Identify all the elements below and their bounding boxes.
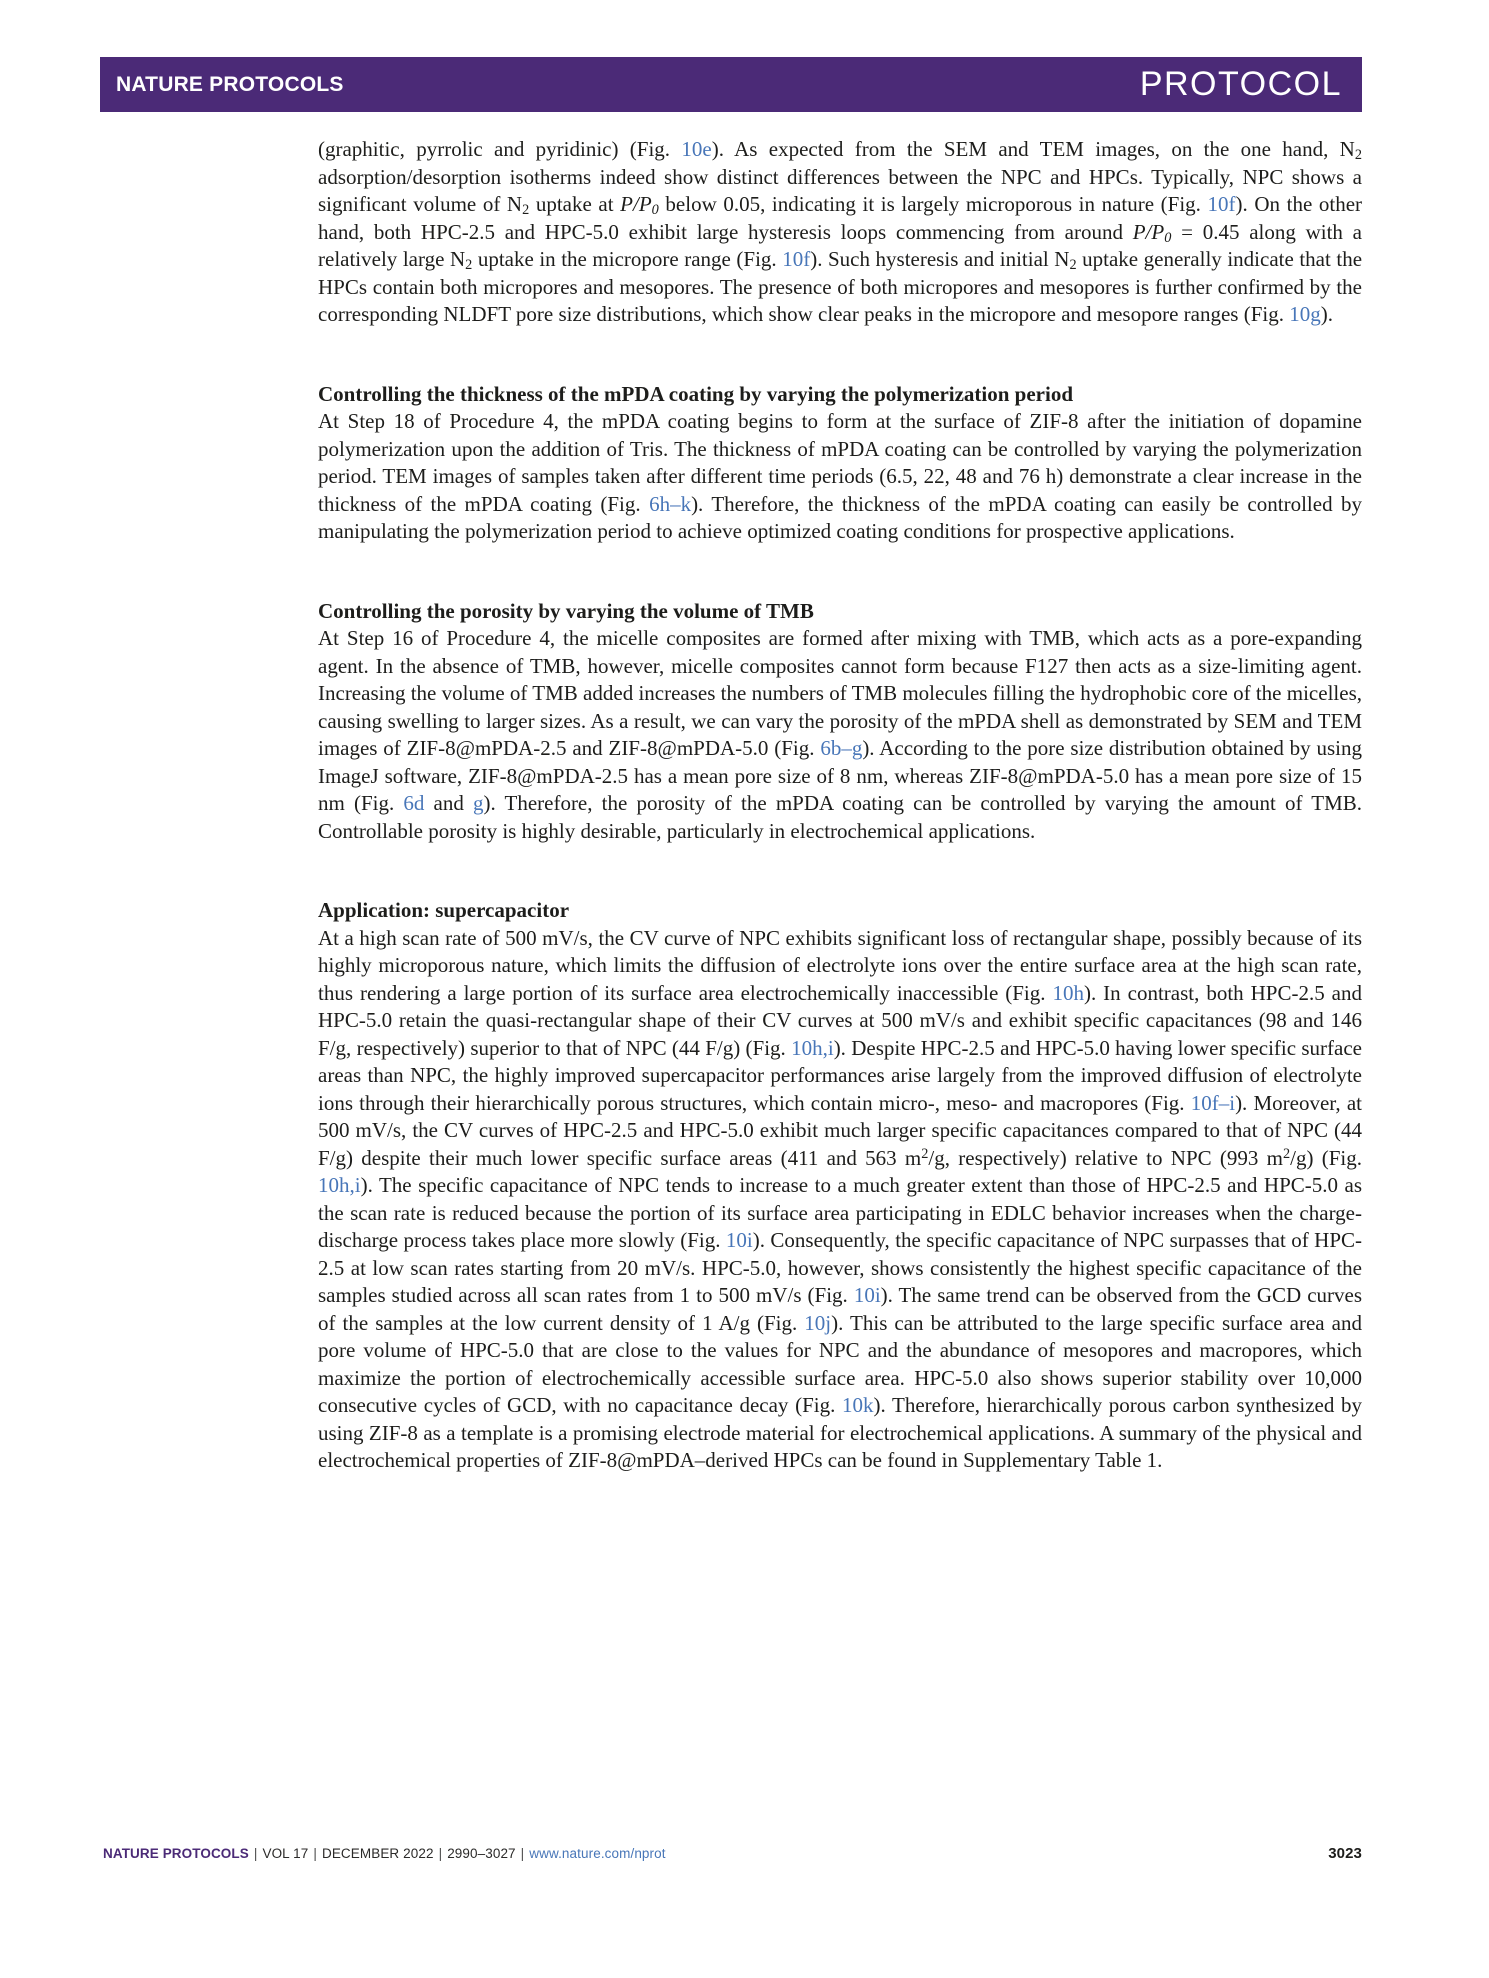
text-segment: ). Therefore, hierarchically porous carbon synthesized by using ZIF-8 as a template is a promising electrode material for electrochemical applications. A summary of the physical and electrochemical properties of ZIF-8@mPDA–derived HPCs can be found in Supplementary Table 1. xyxy=(318,1393,1362,1472)
figure-link[interactable]: 10g xyxy=(1289,302,1321,326)
figure-link[interactable]: 10i xyxy=(853,1283,881,1307)
text-segment: and xyxy=(424,791,473,815)
text-segment: ). Therefore, the porosity of the mPDA coating can be controlled by varying the amount of TMB. Controllable porosity is highly desirable, particularly in electrochemical applications. xyxy=(318,791,1362,843)
footer-journal-name: NATURE PROTOCOLS xyxy=(103,1846,249,1861)
text-segment: ). Consequently, the specific capacitance of NPC surpasses that of HPC-2.5 at low scan rates starting from 20 mV/s. HPC-5.0, however, shows consistently the highest specific capacitance of the samples studied across all scan rates from 1 to 500 mV/s (Fig. xyxy=(318,1228,1362,1307)
article-body xyxy=(318,136,1362,1475)
figure-link[interactable]: 10h xyxy=(1052,980,1084,1005)
section-mpda-thickness xyxy=(318,381,1362,546)
figure-link[interactable]: 6b–g xyxy=(820,736,863,760)
footer-volume: VOL 17 xyxy=(262,1846,309,1861)
paragraph xyxy=(318,925,1362,1475)
text-segment: ). Therefore, the thickness of the mPDA coating can easily be controlled by manipulating the polymerization period to achieve optimized coating conditions for prospective applications. xyxy=(318,491,1362,543)
text-segment: P/P xyxy=(1132,219,1165,244)
section-porosity-tmb xyxy=(318,598,1362,846)
section-heading: Controlling the thickness of the mPDA coating by varying the polymerization period xyxy=(318,381,1074,406)
figure-link[interactable]: 10i xyxy=(725,1228,753,1252)
text-segment: ). xyxy=(1320,302,1333,326)
journal-header-banner xyxy=(100,57,1362,112)
text-segment: ). In contrast, both HPC-2.5 and HPC-5.0 retain the quasi-rectangular shape of their CV curves at 500 mV/s and exhibit specific capacitances (98 and 146 F/g, respectively) superior to that of NPC (44 F/g) (Fig. xyxy=(318,980,1362,1060)
text-segment: 2 xyxy=(1354,147,1362,164)
section-application-supercapacitor xyxy=(318,897,1362,1475)
text-segment: ). The same trend can be observed from the GCD curves of the samples at the low current density of 1 A/g (Fig. xyxy=(318,1283,1362,1335)
text-segment: uptake generally indicate that the HPCs contain both micropores and mesopores. The presence of both micropores and mesopores is further confirmed by the corresponding NLDFT pore size distributions, which show clear peaks in the micropore and mesopore ranges (Fig. xyxy=(318,247,1363,326)
text-segment: 0 xyxy=(1164,229,1172,246)
text-segment: (graphitic, pyrrolic and pyridinic) (Fig. xyxy=(318,137,682,161)
text-segment: P/P xyxy=(620,192,652,216)
footer-separator: | xyxy=(520,1846,525,1861)
text-segment: ). Such hysteresis and initial N xyxy=(810,247,1070,271)
text-segment: ). According to the pore size distribution obtained by using ImageJ software, ZIF-8@mPDA-2.5 has a mean pore size of 8 nm, whereas ZIF-8@mPDA-5.0 has a mean pore size of 15 nm (Fig. xyxy=(318,736,1362,815)
journal-name: NATURE PROTOCOLS xyxy=(116,72,344,96)
text-segment: At a high scan rate of 500 mV/s, the CV curve of NPC exhibits significant loss of rectangular shape, possibly because of its highly microporous nature, which limits the diffusion of electrolyte ions over the entire surface area at the high scan rate, thus rendering a large portion of its surface area electrochemically inaccessible (Fig. xyxy=(318,925,1362,1005)
page-number: 3023 xyxy=(1328,1845,1362,1862)
figure-link[interactable]: 6h–k xyxy=(649,491,692,516)
paragraph xyxy=(318,136,1362,329)
text-segment: 0 xyxy=(651,202,659,219)
paragraph xyxy=(318,408,1362,546)
text-segment: ). As expected from the SEM and TEM images, on the one hand, N xyxy=(711,137,1355,161)
text-segment: ). The specific capacitance of NPC tends to increase to a much greater extent than those of HPC-2.5 and HPC-5.0 as the scan rate is reduced because the portion of its surface area participating in EDLC behavior increases when the charge-discharge process takes place more slowly (Fig. xyxy=(318,1173,1362,1252)
text-segment: 2 xyxy=(1069,257,1077,274)
text-segment: = 0.45 along with a relatively large N xyxy=(318,219,1362,271)
figure-link[interactable]: 10f–i xyxy=(1190,1090,1236,1115)
text-segment: ). This can be attributed to the large specific surface area and pore volume of HPC-5.0 that are close to the values for NPC and the abundance of mesopores and macropores, which maximize the portion of electrochemically accessible surface area. HPC-5.0 also shows superior stability over 10,000 consecutive cycles of GCD, with no capacitance decay (Fig. xyxy=(318,1310,1362,1417)
text-segment: 2 xyxy=(921,1145,929,1162)
text-segment: ). Moreover, at 500 mV/s, the CV curves of HPC-2.5 and HPC-5.0 exhibit much larger specific capacitances compared to that of NPC (44 F/g) despite their much lower specific surface areas (411 and 563 m xyxy=(318,1090,1363,1170)
page-footer xyxy=(103,1845,1362,1862)
footer-separator: | xyxy=(253,1846,258,1861)
section-heading: Controlling the porosity by varying the volume of TMB xyxy=(318,598,814,623)
figure-link[interactable]: 10h,i xyxy=(318,1173,361,1197)
figure-link[interactable]: 10k xyxy=(842,1393,874,1417)
footer-journal-url-link[interactable]: www.nature.com/nprot xyxy=(529,1846,666,1861)
text-segment: At Step 16 of Procedure 4, the micelle composites are formed after mixing with TMB, which acts as a pore-expanding agent. In the absence of TMB, however, micelle composites cannot form because F127 then acts as a size-limiting agent. Increasing the volume of TMB added increases the numbers of TMB molecules filling the hydrophobic core of the micelles, causing swelling to larger sizes. As a result, we can vary the porosity of the mPDA shell as demonstrated by SEM and TEM images of ZIF-8@mPDA-2.5 and ZIF-8@mPDA-5.0 (Fig. xyxy=(318,626,1362,760)
text-segment: /g) (Fig. xyxy=(1290,1145,1362,1170)
text-segment: adsorption/desorption isotherms indeed show distinct differences between the NPC and HPCs. Typically, NPC shows a significant volume of N xyxy=(318,164,1362,216)
figure-link[interactable]: 10j xyxy=(804,1310,832,1335)
figure-link[interactable]: 6d xyxy=(403,791,425,815)
footer-citation xyxy=(103,1846,666,1861)
footer-separator: | xyxy=(313,1846,317,1861)
text-segment: /g, respectively) relative to NPC (993 m xyxy=(928,1145,1283,1170)
text-segment: uptake in the micropore range (Fig. xyxy=(472,247,783,271)
text-segment: 2 xyxy=(522,202,530,219)
footer-page-range: 2990–3027 xyxy=(447,1846,516,1861)
figure-link[interactable]: g xyxy=(472,791,484,815)
text-segment: uptake at xyxy=(529,192,621,216)
footer-date: DECEMBER 2022 xyxy=(321,1846,434,1861)
text-segment: below 0.05, indicating it is largely microporous in nature (Fig. xyxy=(658,192,1208,216)
figure-link[interactable]: 10e xyxy=(681,137,712,161)
text-segment: 2 xyxy=(465,257,473,274)
figure-link[interactable]: 10h,i xyxy=(791,1035,834,1060)
paragraph xyxy=(318,625,1362,845)
figure-link[interactable]: 10f xyxy=(1207,192,1236,216)
section-continuation xyxy=(318,136,1362,329)
article-type-label: PROTOCOL xyxy=(1139,65,1342,103)
footer-separator: | xyxy=(438,1846,443,1861)
text-segment: 2 xyxy=(1283,1145,1291,1162)
text-segment: At Step 18 of Procedure 4, the mPDA coating begins to form at the surface of ZIF-8 after the initiation of dopamine polymerization upon the addition of Tris. The thickness of mPDA coating can be controlled by varying the polymerization period. TEM images of samples taken after different time periods (6.5, 22, 48 and 76 h) demonstrate a clear increase in the thickness of the mPDA coating (Fig. xyxy=(318,409,1362,516)
text-segment: ). Despite HPC-2.5 and HPC-5.0 having lower specific surface areas than NPC, the highly improved supercapacitor performances arise largely from the improved diffusion of electrolyte ions through their hierarchically porous structures, which contain micro-, meso- and macropores (Fig. xyxy=(318,1035,1362,1115)
section-heading: Application: supercapacitor xyxy=(318,898,570,922)
text-segment: ). On the other hand, both HPC-2.5 and HPC-5.0 exhibit large hysteresis loops commencing from around xyxy=(318,192,1363,244)
figure-link[interactable]: 10f xyxy=(782,247,811,271)
